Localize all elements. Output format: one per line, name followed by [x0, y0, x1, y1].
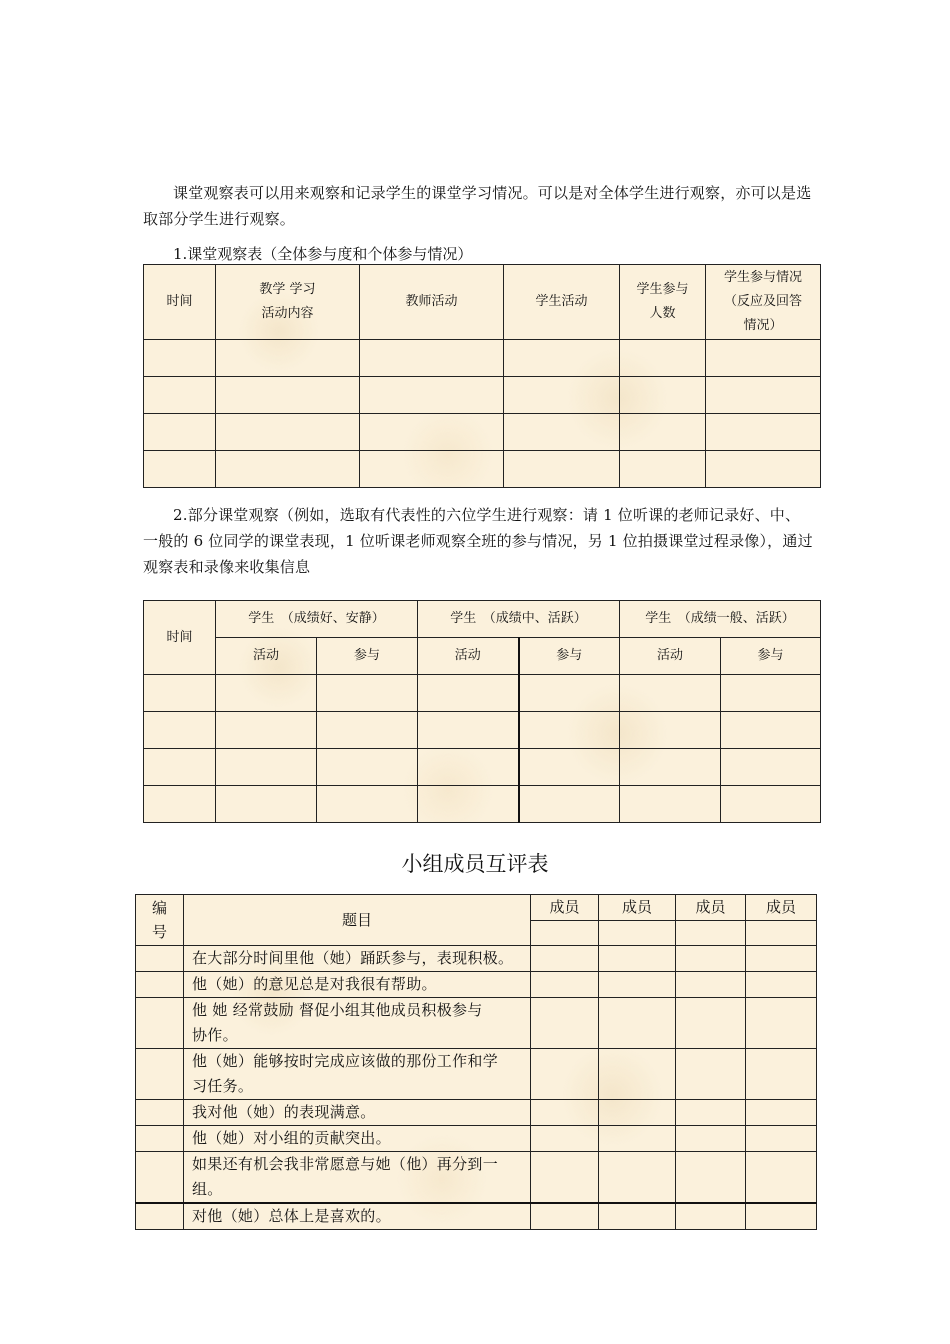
member-score-cell[interactable] [746, 1049, 817, 1100]
member-score-cell[interactable] [599, 1049, 676, 1100]
header-student-activity: 学生活动 [504, 265, 620, 340]
classroom-observation-table [143, 264, 821, 488]
member-score-cell[interactable] [599, 972, 676, 998]
table-cell[interactable] [620, 377, 706, 414]
header-teacher-activity: 教师活动 [360, 265, 504, 340]
table-header-row [136, 895, 817, 921]
header-member: 成员 [599, 895, 676, 921]
question-text: 如果还有机会我非常愿意与她（他）再分到一 组。 [184, 1152, 531, 1204]
table-row [144, 340, 821, 377]
member-score-cell[interactable] [746, 946, 817, 972]
member-score-cell[interactable] [746, 1152, 817, 1204]
table-cell[interactable] [620, 340, 706, 377]
question-text: 他（她）能够按时完成应该做的那份工作和学 习任务。 [184, 1049, 531, 1100]
table-header-row [144, 265, 821, 340]
member-score-cell[interactable] [599, 1152, 676, 1204]
table-cell[interactable] [144, 414, 216, 451]
table-cell[interactable] [504, 414, 620, 451]
table-row [144, 712, 821, 749]
subheader-participate: 参与 [519, 638, 620, 675]
table1-caption: 1.课堂观察表（全体参与度和个体参与情况） [173, 245, 473, 263]
question-text: 他 她 经常鼓励 督促小组其他成员积极参与 协作。 [184, 998, 531, 1049]
table-row [144, 786, 821, 823]
header-group-middle: 学生 （成绩中、活跃） [418, 601, 620, 638]
member-score-cell[interactable] [531, 1049, 599, 1100]
member-score-cell[interactable] [676, 946, 746, 972]
member-score-cell[interactable] [599, 1126, 676, 1152]
member-score-cell[interactable] [531, 1152, 599, 1204]
subheader-activity: 活动 [418, 638, 519, 675]
member-score-cell[interactable] [676, 998, 746, 1049]
table-row [136, 1126, 817, 1152]
member-score-cell[interactable] [531, 1126, 599, 1152]
table-cell[interactable] [706, 451, 821, 488]
member-score-cell[interactable] [746, 998, 817, 1049]
table-cell[interactable] [216, 675, 317, 712]
section2-paragraph: 2.部分课堂观察（例如，选取有代表性的六位学生进行观察：请 1 位听课的老师记录好、中、一般的 6 位同学的课堂表现，1 位听课老师观察全班的参与情况，另 1 位拍摄课堂过程录像），通过观察表和录像来收集信息 [143, 506, 813, 576]
table-cell[interactable] [706, 340, 821, 377]
table-cell[interactable] [504, 451, 620, 488]
table-cell[interactable] [504, 340, 620, 377]
table-cell[interactable] [317, 712, 418, 749]
member-name-cell[interactable] [599, 921, 676, 946]
table-row [136, 1100, 817, 1126]
question-text: 对他（她）总体上是喜欢的。 [184, 1203, 531, 1230]
member-score-cell[interactable] [531, 1203, 599, 1230]
table-cell[interactable] [721, 675, 821, 712]
member-score-cell[interactable] [676, 1100, 746, 1126]
table-cell[interactable] [144, 749, 216, 786]
member-score-cell[interactable] [676, 1203, 746, 1230]
member-score-cell[interactable] [599, 1100, 676, 1126]
question-number-cell[interactable] [136, 972, 184, 998]
header-time: 时间 [144, 601, 216, 675]
table-row [144, 451, 821, 488]
table-cell[interactable] [317, 675, 418, 712]
table-header-row [144, 601, 821, 638]
question-number-cell[interactable] [136, 946, 184, 972]
table-cell[interactable] [317, 749, 418, 786]
table-cell[interactable] [519, 712, 620, 749]
table-cell[interactable] [519, 749, 620, 786]
table-cell[interactable] [216, 340, 360, 377]
table-cell[interactable] [620, 414, 706, 451]
table-cell[interactable] [360, 414, 504, 451]
header-content: 教学 学习 活动内容 [216, 265, 360, 340]
table-cell[interactable] [706, 377, 821, 414]
member-name-cell[interactable] [676, 921, 746, 946]
member-score-cell[interactable] [676, 972, 746, 998]
question-text: 他（她）对小组的贡献突出。 [184, 1126, 531, 1152]
table-cell[interactable] [519, 675, 620, 712]
table-cell[interactable] [144, 712, 216, 749]
header-member: 成员 [531, 895, 599, 921]
peer-review-title: 小组成员互评表 [401, 852, 549, 876]
table-row [144, 675, 821, 712]
header-member: 成员 [746, 895, 817, 921]
table-cell[interactable] [216, 712, 317, 749]
table-row [136, 1152, 817, 1204]
question-text: 我对他（她）的表现满意。 [184, 1100, 531, 1126]
table-cell[interactable] [620, 786, 721, 823]
table-cell[interactable] [317, 786, 418, 823]
subheader-participate: 参与 [317, 638, 418, 675]
table-cell[interactable] [418, 786, 519, 823]
question-text: 他（她）的意见总是对我很有帮助。 [184, 972, 531, 998]
member-score-cell[interactable] [599, 946, 676, 972]
table-cell[interactable] [144, 451, 216, 488]
header-group-average: 学生 （成绩一般、活跃） [620, 601, 821, 638]
member-score-cell[interactable] [676, 1126, 746, 1152]
member-score-cell[interactable] [531, 972, 599, 998]
table-cell[interactable] [360, 451, 504, 488]
member-score-cell[interactable] [599, 998, 676, 1049]
table-cell[interactable] [360, 340, 504, 377]
subheader-activity: 活动 [216, 638, 317, 675]
table-row [136, 1203, 817, 1230]
table-cell[interactable] [144, 340, 216, 377]
member-score-cell[interactable] [676, 1152, 746, 1204]
header-group-good: 学生 （成绩好、安静） [216, 601, 418, 638]
table-cell[interactable] [144, 675, 216, 712]
question-number-cell[interactable] [136, 1049, 184, 1100]
question-number-cell[interactable] [136, 998, 184, 1049]
table-cell[interactable] [216, 786, 317, 823]
table-row [136, 972, 817, 998]
table-cell[interactable] [620, 749, 721, 786]
table-row [136, 946, 817, 972]
table-row [144, 377, 821, 414]
subheader-participate: 参与 [721, 638, 821, 675]
question-number-cell[interactable] [136, 1203, 184, 1230]
table-cell[interactable] [418, 712, 519, 749]
table-subheader-row [144, 638, 821, 675]
table-cell[interactable] [216, 414, 360, 451]
table-cell[interactable] [144, 377, 216, 414]
header-time: 时间 [144, 265, 216, 340]
question-text: 在大部分时间里他（她）踊跃参与，表现积极。 [184, 946, 531, 972]
header-participant-count: 学生参与 人数 [620, 265, 706, 340]
table-cell[interactable] [418, 675, 519, 712]
table-cell[interactable] [721, 749, 821, 786]
table-cell[interactable] [620, 712, 721, 749]
table-cell[interactable] [620, 675, 721, 712]
member-score-cell[interactable] [676, 1049, 746, 1100]
subheader-activity: 活动 [620, 638, 721, 675]
table-cell[interactable] [216, 451, 360, 488]
question-number-cell[interactable] [136, 1126, 184, 1152]
header-participation-status: 学生参与情况 （反应及回答 情况） [706, 265, 821, 340]
table-cell[interactable] [706, 414, 821, 451]
question-number-cell[interactable] [136, 1100, 184, 1126]
table-row [136, 998, 817, 1049]
member-score-cell[interactable] [746, 1203, 817, 1230]
member-name-cell[interactable] [746, 921, 817, 946]
intro-paragraph: 课堂观察表可以用来观察和记录学生的课堂学习情况。可以是对全体学生进行观察，亦可以是选取部分学生进行观察。 [143, 184, 812, 228]
table-cell[interactable] [216, 749, 317, 786]
member-score-cell[interactable] [746, 972, 817, 998]
member-score-cell[interactable] [531, 946, 599, 972]
table-row [144, 749, 821, 786]
table-row [136, 1049, 817, 1100]
question-number-cell[interactable] [136, 1152, 184, 1204]
table-cell[interactable] [360, 377, 504, 414]
header-number: 编 号 [136, 895, 184, 946]
table-cell[interactable] [216, 377, 360, 414]
member-score-cell[interactable] [531, 1100, 599, 1126]
header-question: 题目 [184, 895, 531, 946]
table-cell[interactable] [620, 451, 706, 488]
member-score-cell[interactable] [746, 1100, 817, 1126]
peer-review-table [135, 894, 817, 1230]
member-name-cell[interactable] [531, 921, 599, 946]
member-score-cell[interactable] [531, 998, 599, 1049]
table-cell[interactable] [721, 712, 821, 749]
header-member: 成员 [676, 895, 746, 921]
table-cell[interactable] [504, 377, 620, 414]
member-score-cell[interactable] [746, 1126, 817, 1152]
table-cell[interactable] [418, 749, 519, 786]
table-cell[interactable] [519, 786, 620, 823]
table-cell[interactable] [721, 786, 821, 823]
member-score-cell[interactable] [599, 1203, 676, 1230]
table-row [144, 414, 821, 451]
partial-observation-table [143, 600, 821, 823]
table-cell[interactable] [144, 786, 216, 823]
